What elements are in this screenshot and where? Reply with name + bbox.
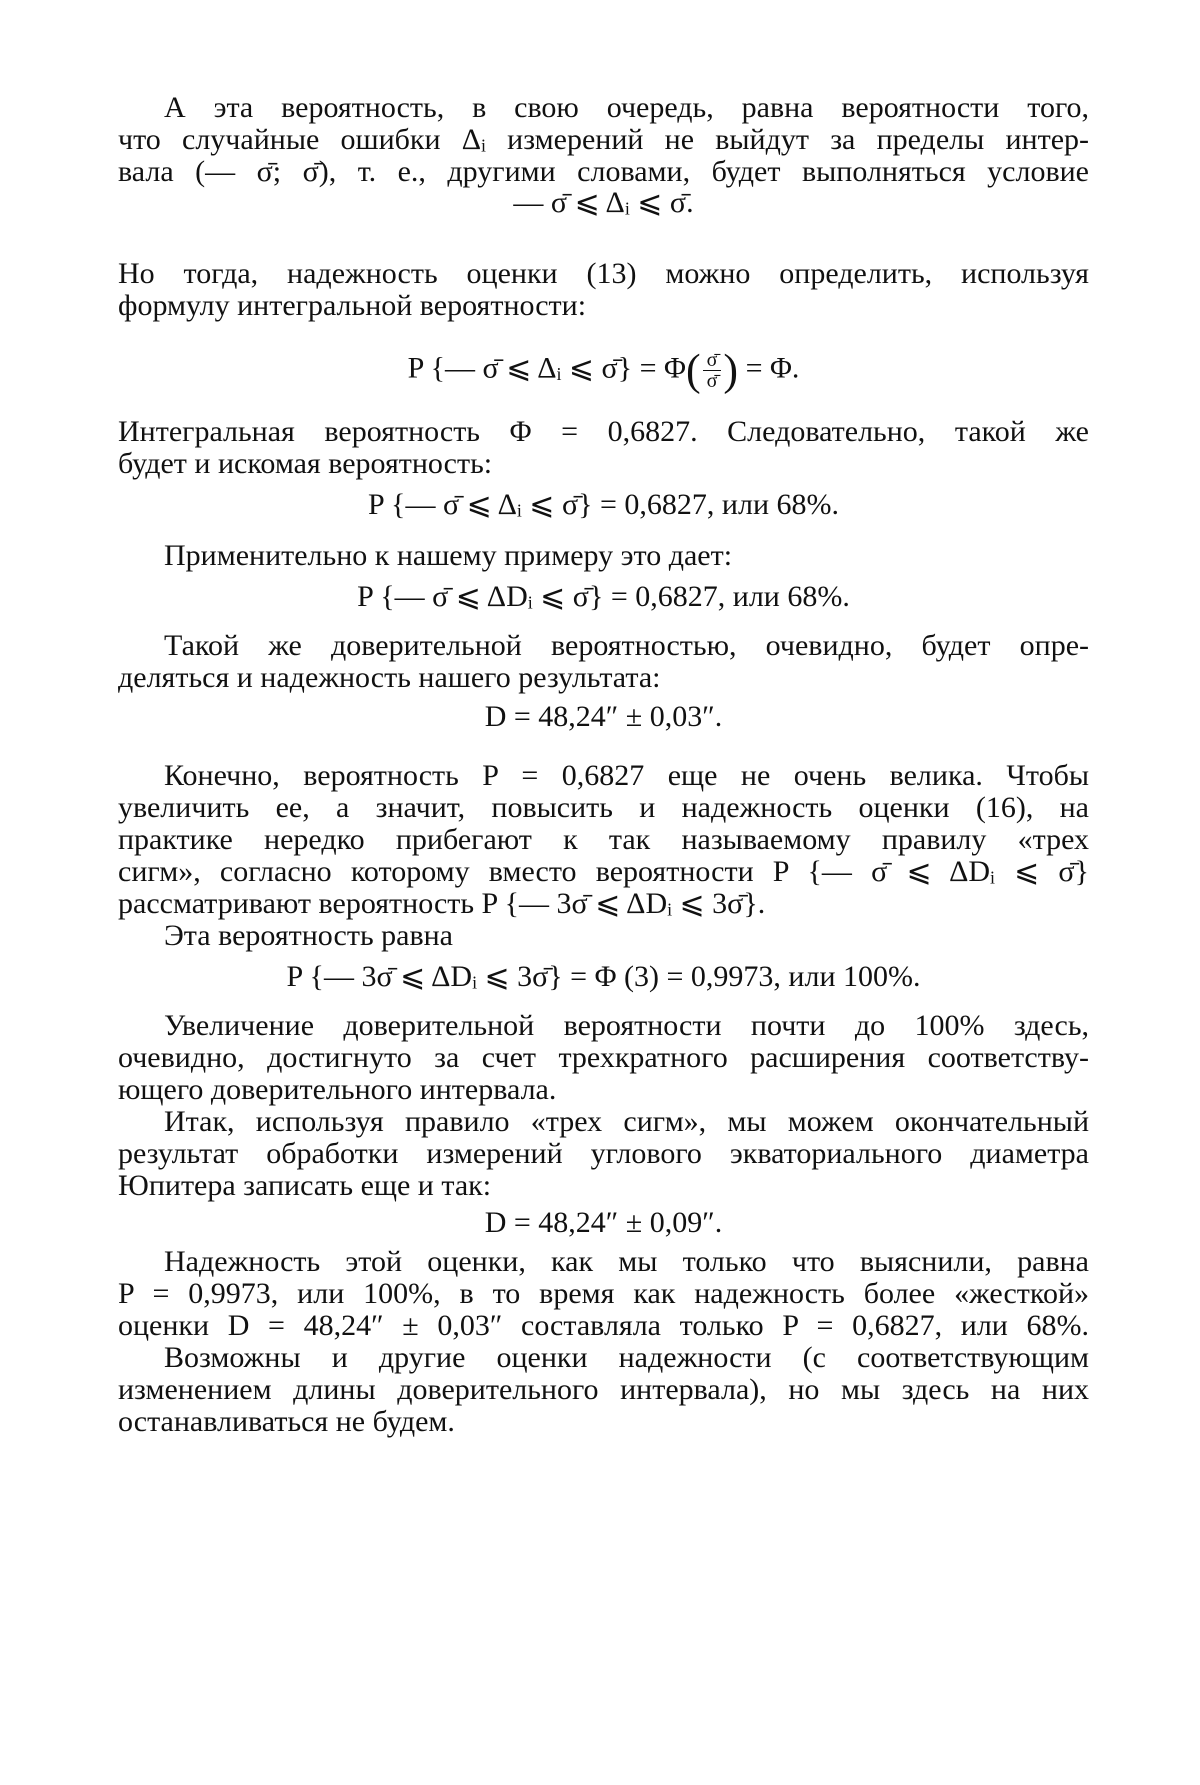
paragraph-5	[118, 630, 1089, 694]
text-line: Но тогда, надежность оценки (13) можно определить, используя	[118, 257, 1089, 290]
formula-4: P {— σ̄ ⩽ ΔDᵢ ⩽ σ̄} = 0,6827, или 68%.	[357, 580, 850, 613]
fraction	[703, 350, 722, 391]
paragraph-7	[118, 920, 1089, 952]
text-line: очевидно, достигнуто за счет трехкратного расширения соответству-	[118, 1041, 1089, 1074]
text-line: Итак, используя правило «трех сигм», мы можем окончательный	[164, 1105, 1089, 1138]
text-line: оценки D = 48,24″ ± 0,03″ составляла только P = 0,6827, или 68%.	[118, 1309, 1089, 1342]
text-line: Увеличение доверительной вероятности почти до 100% здесь,	[164, 1009, 1089, 1042]
paragraph-4	[118, 540, 1089, 572]
formula-5: D = 48,24″ ± 0,03″.	[484, 700, 723, 733]
paragraph-2	[118, 258, 1089, 322]
text-line: Эта вероятность равна	[164, 919, 453, 952]
text-line: изменением длины доверительного интервала), но мы здесь на них	[118, 1373, 1089, 1406]
text-line: Надежность этой оценки, как мы только что выяснили, равна	[164, 1245, 1089, 1278]
text-line: Возможны и другие оценки надежности (с соответствующим	[164, 1341, 1089, 1374]
paragraph-8	[118, 1010, 1089, 1106]
paragraph-1	[118, 92, 1089, 188]
text-line: что случайные ошибки Δᵢ измерений не выйдут за пределы интер-	[118, 123, 1089, 156]
text-line: А эта вероятность, в свою очередь, равна вероятности того,	[164, 91, 1089, 124]
text-line: результат обработки измерений углового экваториального диаметра	[118, 1137, 1089, 1170]
text-line: Такой же доверительной вероятностью, очевидно, будет опре-	[164, 629, 1089, 662]
formula-2	[118, 345, 1089, 395]
text-line: вала (— σ̄; σ̄), т. е., другими словами, будет выполняться условие	[118, 155, 1089, 188]
text-line: деляться и надежность нашего результата:	[118, 661, 661, 694]
text-line: сигм», согласно которому вместо вероятности P {— σ̄ ⩽ ΔDᵢ ⩽ σ̄}	[118, 855, 1089, 888]
paragraph-10	[118, 1246, 1089, 1342]
formula-6: P {— 3σ̄ ⩽ ΔDᵢ ⩽ 3σ̄} = Φ (3) = 0,9973, или 100%.	[286, 960, 921, 993]
fraction-numerator: σ̄	[703, 350, 722, 371]
text-line: Юпитера записать еще и так:	[118, 1169, 492, 1202]
fraction-denominator: σ̄	[706, 370, 718, 392]
paragraph-6	[118, 760, 1089, 920]
text-line: увеличить ее, а значит, повысить и надежность оценки (16), на	[118, 791, 1089, 824]
text-line: рассматривают вероятность P {— 3σ̄ ⩽ ΔDᵢ ⩽ 3σ̄}.	[118, 887, 766, 920]
text-line: P = 0,9973, или 100%, в то время как надежность более «жесткой»	[118, 1277, 1089, 1310]
open-paren: (	[685, 345, 701, 395]
paragraph-11	[118, 1342, 1089, 1438]
formula-2-left: P {— σ̄ ⩽ Δᵢ ⩽ σ̄} = Φ	[407, 351, 686, 385]
formula-1: — σ̄ ⩽ Δᵢ ⩽ σ̄.	[513, 186, 694, 219]
text-line: Конечно, вероятность P = 0,6827 еще не очень велика. Чтобы	[164, 759, 1089, 792]
close-paren: )	[723, 345, 739, 395]
paragraph-3	[118, 416, 1089, 480]
text-line: ющего доверительного интервала.	[118, 1073, 557, 1106]
formula-7: D = 48,24″ ± 0,09″.	[484, 1206, 723, 1239]
text-line: будет и искомая вероятность:	[118, 447, 493, 480]
formula-3: P {— σ̄ ⩽ Δᵢ ⩽ σ̄} = 0,6827, или 68%.	[367, 488, 840, 521]
text-line: формулу интегральной вероятности:	[118, 289, 587, 322]
text-line: останавливаться не будем.	[118, 1405, 455, 1438]
text-line: практике нередко прибегают к так называемому правилу «трех	[118, 823, 1089, 856]
text-line: Применительно к нашему примеру это дает:	[164, 539, 733, 572]
paragraph-9	[118, 1106, 1089, 1202]
text-line: Интегральная вероятность Φ = 0,6827. Следовательно, такой же	[118, 415, 1089, 448]
formula-2-right: = Φ.	[745, 351, 800, 385]
